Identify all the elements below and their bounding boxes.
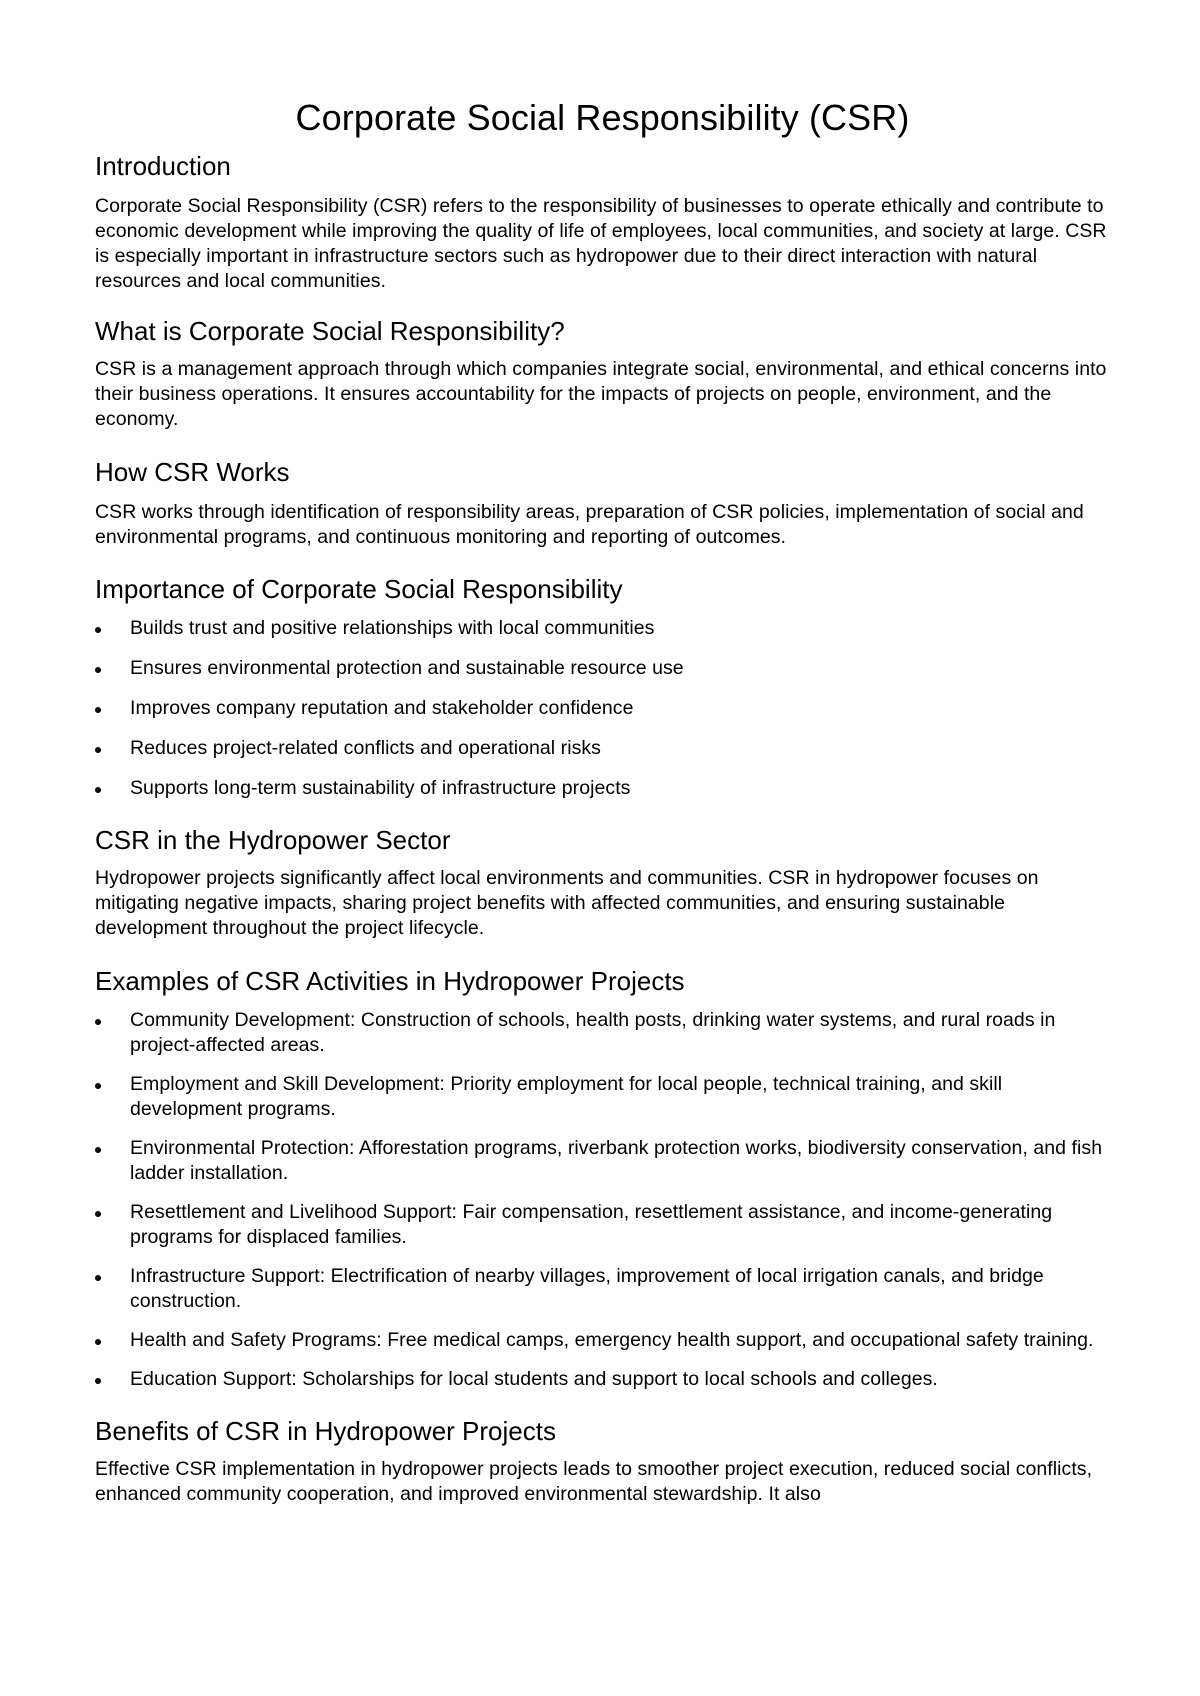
bullet-icon [95, 1019, 101, 1025]
what-is-csr-heading: What is Corporate Social Responsibility? [95, 316, 565, 346]
bullet-icon [95, 1083, 101, 1089]
benefits-section [95, 1414, 1110, 1507]
hydropower-sector-section [95, 823, 1110, 941]
document-content [95, 92, 1110, 1507]
list-item-text: Reduces project-related conflicts and operational risks [130, 737, 601, 759]
introduction-paragraph: Corporate Social Responsibility (CSR) refers to the responsibility of businesses to operate ethically and contribute to economic development while improving the quality of life of employees, local communities, and society at large. CSR is especially important in infrastructure sectors such as hydropower due to their direct interaction with natural resources and local communities. [95, 195, 1107, 292]
bullet-icon [95, 747, 101, 753]
bullet-icon [95, 1275, 101, 1281]
importance-heading: Importance of Corporate Social Responsibility [95, 574, 623, 604]
document-title: Corporate Social Responsibility (CSR) [295, 97, 910, 138]
list-item [95, 776, 1110, 801]
list-item [95, 1136, 1110, 1186]
examples-section [95, 964, 1110, 1392]
list-item-text: Health and Safety Programs: Free medical camps, emergency health support, and occupational safety training. [130, 1329, 1094, 1351]
list-item-text: Employment and Skill Development: Priority employment for local people, technical training, and skill development programs. [130, 1073, 1003, 1120]
list-item-text: Improves company reputation and stakeholder confidence [130, 697, 634, 719]
list-item-text: Ensures environmental protection and sustainable resource use [130, 657, 684, 679]
list-item [95, 1072, 1110, 1122]
how-csr-works-paragraph: CSR works through identification of responsibility areas, preparation of CSR policies, implementation of social and environmental programs, and continuous monitoring and reporting of outcomes. [95, 501, 1084, 548]
benefits-paragraph: Effective CSR implementation in hydropower projects leads to smoother project execution, reduced social conflicts, enhanced community cooperation, and improved environmental stewardship. It also [95, 1458, 1093, 1505]
introduction-section [95, 149, 1110, 294]
examples-list [95, 1008, 1110, 1392]
bullet-icon [95, 667, 101, 673]
importance-section [95, 572, 1110, 801]
what-is-csr-paragraph: CSR is a management approach through which companies integrate social, environmental, and ethical concerns into their business operations. It ensures accountability for the impacts of projects on people, environment, and the economy. [95, 358, 1107, 430]
list-item-text: Environmental Protection: Afforestation programs, riverbank protection works, biodiversity conservation, and fish ladder installation. [130, 1137, 1103, 1184]
bullet-icon [95, 1378, 101, 1384]
examples-heading: Examples of CSR Activities in Hydropower Projects [95, 966, 685, 996]
benefits-heading: Benefits of CSR in Hydropower Projects [95, 1416, 556, 1446]
list-item-text: Education Support: Scholarships for local students and support to local schools and colleges. [130, 1368, 938, 1390]
list-item-text: Resettlement and Livelihood Support: Fair compensation, resettlement assistance, and income-generating programs for displaced families. [130, 1201, 1053, 1248]
list-item [95, 1328, 1110, 1353]
list-item [95, 1264, 1110, 1314]
list-item [95, 696, 1110, 721]
list-item-text: Community Development: Construction of schools, health posts, drinking water systems, and rural roads in project-affected areas. [130, 1009, 1056, 1056]
list-item [95, 656, 1110, 681]
bullet-icon [95, 627, 101, 633]
list-item [95, 616, 1110, 641]
hydropower-sector-paragraph: Hydropower projects significantly affect local environments and communities. CSR in hydropower focuses on mitigating negative impacts, sharing project benefits with affected communities, and ensuring sustainable development throughout the project lifecycle. [95, 867, 1039, 939]
importance-list [95, 616, 1110, 801]
list-item-text: Supports long-term sustainability of infrastructure projects [130, 777, 631, 799]
how-csr-works-heading: How CSR Works [95, 457, 290, 487]
list-item-text: Builds trust and positive relationships with local communities [130, 617, 655, 639]
how-csr-works-section [95, 455, 1110, 550]
list-item [95, 1200, 1110, 1250]
bullet-icon [95, 1339, 101, 1345]
list-item [95, 1367, 1110, 1392]
list-item-text: Infrastructure Support: Electrification of nearby villages, improvement of local irrigation canals, and bridge construction. [130, 1265, 1044, 1312]
bullet-icon [95, 707, 101, 713]
list-item [95, 1008, 1110, 1058]
introduction-heading: Introduction [95, 151, 231, 181]
bullet-icon [95, 1211, 101, 1217]
what-is-csr-section [95, 314, 1110, 432]
bullet-icon [95, 1147, 101, 1153]
hydropower-sector-heading: CSR in the Hydropower Sector [95, 825, 451, 855]
bullet-icon [95, 787, 101, 793]
list-item [95, 736, 1110, 761]
